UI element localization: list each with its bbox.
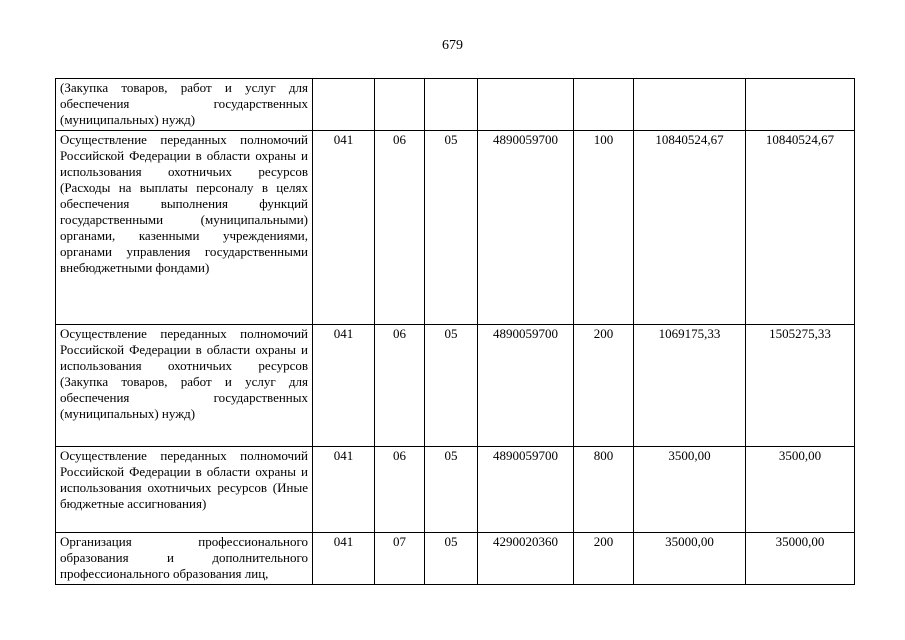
row-amount-1: 35000,00: [634, 533, 746, 585]
row-amount-2: 1505275,33: [746, 325, 855, 447]
row-expense-type-code: 100: [574, 131, 634, 325]
row-description: Осуществление переданных полномочий Российской Федерации в области охраны и использования охотничьих ресурсов (Закупка товаров, работ и услуг для обеспечения государственных (муниципальных) нужд): [56, 325, 313, 447]
row-target-article-code: 4890059700: [478, 325, 574, 447]
row-description: Организация профессионального образования и дополнительного профессионального образования лиц,: [56, 533, 313, 585]
row-amount-1: [634, 79, 746, 131]
row-description: (Закупка товаров, работ и услуг для обеспечения государственных (муниципальных) нужд): [56, 79, 313, 131]
table-row: [56, 325, 855, 447]
row-amount-2: 10840524,67: [746, 131, 855, 325]
row-description: Осуществление переданных полномочий Российской Федерации в области охраны и использования охотничьих ресурсов (Иные бюджетные ассигнования): [56, 447, 313, 533]
budget-table: [55, 78, 855, 585]
row-target-article-code: [478, 79, 574, 131]
row-subsection-code: 05: [425, 533, 478, 585]
row-expense-type-code: 800: [574, 447, 634, 533]
row-grbs-code: 041: [313, 533, 375, 585]
row-grbs-code: 041: [313, 447, 375, 533]
row-subsection-code: [425, 79, 478, 131]
row-expense-type-code: [574, 79, 634, 131]
row-amount-1: 10840524,67: [634, 131, 746, 325]
table-row: [56, 131, 855, 325]
table-row: [56, 533, 855, 585]
row-section-code: [375, 79, 425, 131]
row-section-code: 06: [375, 131, 425, 325]
table-row: [56, 79, 855, 131]
row-subsection-code: 05: [425, 325, 478, 447]
row-target-article-code: 4890059700: [478, 131, 574, 325]
row-amount-1: 3500,00: [634, 447, 746, 533]
row-section-code: 06: [375, 447, 425, 533]
row-expense-type-code: 200: [574, 325, 634, 447]
row-amount-1: 1069175,33: [634, 325, 746, 447]
row-section-code: 06: [375, 325, 425, 447]
row-grbs-code: 041: [313, 325, 375, 447]
row-grbs-code: [313, 79, 375, 131]
table-row: [56, 447, 855, 533]
row-target-article-code: 4890059700: [478, 447, 574, 533]
row-section-code: 07: [375, 533, 425, 585]
row-amount-2: 35000,00: [746, 533, 855, 585]
row-subsection-code: 05: [425, 131, 478, 325]
row-expense-type-code: 200: [574, 533, 634, 585]
row-amount-2: [746, 79, 855, 131]
page-number: 679: [442, 38, 463, 53]
row-grbs-code: 041: [313, 131, 375, 325]
row-target-article-code: 4290020360: [478, 533, 574, 585]
row-amount-2: 3500,00: [746, 447, 855, 533]
row-subsection-code: 05: [425, 447, 478, 533]
row-description: Осуществление переданных полномочий Российской Федерации в области охраны и использования охотничьих ресурсов (Расходы на выплаты персоналу в целях обеспечения выполнения функций государственными (муниципальными) органами, казенными учреждениями, органами управления государственными внебюджетными фондами): [56, 131, 313, 325]
